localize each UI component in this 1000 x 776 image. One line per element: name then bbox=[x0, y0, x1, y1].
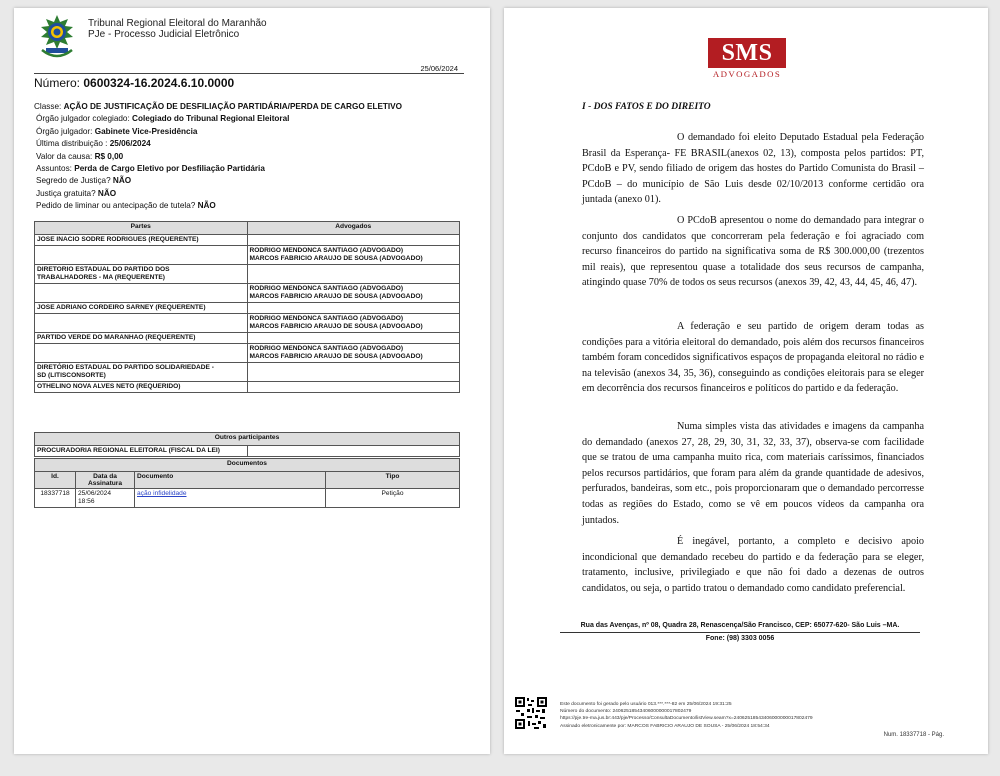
doc-id: 18337718 bbox=[35, 489, 76, 508]
party-cell bbox=[35, 344, 248, 363]
outros-header: Outros participantes bbox=[35, 433, 460, 446]
lawyer-cell bbox=[247, 235, 460, 246]
paragraph-text: O demandado foi eleito Deputado Estadual pela Federação Brasil da Esperança- FE BRASIL(anexos 02, 13), composta pelos partidos: PT, PCdoB e PV, sendo filiado de origem das hostes do Partido Comunista do Brasil – PCdoB – do município de São Luis desde 02/10/2013 conforme certidão ora juntada (anexo 01). bbox=[582, 132, 924, 206]
lawyer-name: MARCOS FABRICIO ARAUJO DE SOUSA (ADVOGADO) bbox=[249, 353, 423, 360]
field-label: Pedido de liminar ou antecipação de tutela? bbox=[36, 201, 198, 211]
doc-tipo: Petição bbox=[326, 489, 460, 508]
footer-line: Assinado eletronicamente por: MARCOS FABRICIO ARAUJO DE SOUSA - 25/06/2024 18:54:34 bbox=[560, 723, 770, 729]
paragraph-5 bbox=[582, 534, 924, 596]
field-value: Perda de Cargo Eletivo por Desfiliação Partidária bbox=[74, 164, 265, 174]
field-value: NÃO bbox=[112, 176, 132, 186]
paragraph-text: A federação e seu partido de origem deram todas as condições para a vitória eleitoral do demandado, pois além dos recursos financeiros também foram concedidos significativos espaços de propaganda eleitoral no rádio e na televisão (anexos 34, 35, 36), conseguindo as condições eleitorais para se eleger em decorrência dos recursos financeiros e políticos do partido e da federação. bbox=[582, 321, 924, 395]
lawyer-name: RODRIGO MENDONCA SANTIAGO (ADVOGADO) bbox=[249, 285, 404, 292]
party-name: JOSE ADRIANO CORDEIRO SARNEY (REQUERENTE) bbox=[35, 303, 248, 314]
pje-document-page bbox=[14, 8, 490, 754]
lawyer-cell bbox=[247, 382, 460, 393]
lawyer-name: RODRIGO MENDONCA SANTIAGO (ADVOGADO) bbox=[249, 315, 404, 322]
process-number bbox=[34, 76, 234, 90]
party-line: DIRETÓRIO ESTADUAL DO PARTIDO SOLIDARIEDADE - bbox=[37, 364, 214, 371]
party-line: DIRETORIO ESTADUAL DO PARTIDO DOS bbox=[37, 266, 170, 273]
col-data-line: Data da bbox=[93, 473, 117, 480]
lawyer-name: RODRIGO MENDONCA SANTIAGO (ADVOGADO) bbox=[249, 345, 404, 352]
field-value: NÃO bbox=[197, 201, 216, 211]
field-label: Justiça gratuita? bbox=[36, 188, 98, 198]
field-value: 25/06/2024 bbox=[109, 139, 151, 149]
electronic-signature-footer bbox=[560, 701, 813, 730]
field-label: Segredo de Justiça? bbox=[36, 176, 113, 186]
party-name: JOSE INACIO SODRE RODRIGUES (REQUERENTE) bbox=[35, 235, 248, 246]
field-justica-gratuita bbox=[34, 188, 402, 200]
lawyer-cell bbox=[247, 333, 460, 344]
lawyer-cell bbox=[247, 303, 460, 314]
paragraph-text: Numa simples vista das atividades e imagens da campanha do demandado (anexos 27, 28, 29, 30, 31, 32, 33, 37), observa-se com facilidade que se tratou de uma campanha muito rica, com materiais caríssimos, financiados pelos recursos partidários, que foram para além da grande quantidade de adesivos, perfurados, bandeiras, som etc., pois proporcionaram que o demandado percorresse todas as regiões do Estado, como se vê em poucos vídeos da campanha ora juntados. bbox=[582, 421, 924, 526]
process-number-label: Número: bbox=[34, 76, 84, 90]
paragraph-text: É inegável, portanto, a completo e decisivo apoio incondicional que demandado recebeu do partido e da federação para se eleger, tratamento, inclusive, privilegiado e que não foi dado a dezenas de outros candidatos, ou seja, o partido tratou o demandado como candidato preferencial. bbox=[582, 536, 924, 594]
document-date: 25/06/2024 bbox=[420, 64, 458, 73]
brazil-coat-of-arms-icon bbox=[38, 14, 76, 60]
advogados-header: Advogados bbox=[247, 222, 460, 235]
field-label: Assuntos: bbox=[36, 164, 75, 174]
document-link[interactable]: ação infidelidade bbox=[137, 490, 187, 497]
doc-link-cell bbox=[135, 489, 326, 508]
doc-date-line: 25/06/2024 bbox=[78, 490, 112, 497]
footer-line: Número do documento: 24062518543406000000017802479 bbox=[560, 709, 692, 715]
field-classe bbox=[34, 101, 402, 113]
paragraph-1 bbox=[582, 130, 924, 208]
phone-line: Fone: (98) 3303 0056 bbox=[705, 635, 775, 642]
field-label: Órgão julgador colegiado: bbox=[36, 114, 133, 124]
participant-cell bbox=[247, 446, 460, 457]
section-title: I - DOS FATOS E DO DIREITO bbox=[582, 102, 711, 112]
qr-code-icon bbox=[514, 696, 548, 730]
footer-line: https://pje.tre-ma.jus.br:443/pje/Processo/ConsultaDocumento/listView.seam?x=24062518543406000000017802479 bbox=[560, 716, 813, 722]
party-name: PARTIDO VERDE DO MARANHAO (REQUERENTE) bbox=[35, 333, 248, 344]
lawyer-cell bbox=[247, 246, 460, 265]
field-value: Gabinete Vice-Presidência bbox=[94, 126, 198, 136]
footer-line: Este documento foi gerado pelo usuário 013.***.***-82 em 25/06/2024 19:31:25 bbox=[560, 702, 732, 707]
field-value: R$ 0,00 bbox=[94, 151, 124, 161]
party-line: TRABALHADORES - MA (REQUERENTE) bbox=[37, 274, 165, 281]
address-line: Rua das Avenças, nº 08, Quadra 28, Renascença/São Francisco, CEP: 65077-620- São Luis –MA. bbox=[560, 620, 920, 633]
participant-name: PROCURADORIA REGIONAL ELEITORAL (FISCAL DA LEI) bbox=[35, 446, 248, 457]
field-orgao-julgador bbox=[34, 126, 402, 138]
partes-header: Partes bbox=[35, 222, 248, 235]
field-label: Valor da causa: bbox=[36, 151, 95, 161]
doc-time-line: 18:56 bbox=[78, 498, 95, 505]
col-id-header: Id. bbox=[35, 472, 76, 489]
lawyer-name: RODRIGO MENDONCA SANTIAGO (ADVOGADO) bbox=[249, 247, 404, 254]
field-assuntos bbox=[34, 163, 402, 175]
field-label: Última distribuição : bbox=[36, 139, 110, 149]
court-name: Tribunal Regional Eleitoral do Maranhão bbox=[88, 18, 267, 29]
party-name: OTHELINO NOVA ALVES NETO (REQUERIDO) bbox=[35, 382, 248, 393]
field-ultima-distribuicao bbox=[34, 138, 402, 150]
process-number-value: 0600324-16.2024.6.10.0000 bbox=[83, 76, 235, 90]
process-info bbox=[34, 101, 402, 213]
col-data-header bbox=[76, 472, 135, 489]
field-valor-causa bbox=[34, 151, 402, 163]
logo-subtitle: ADVOGADOS bbox=[712, 69, 782, 79]
col-data-line: Assinatura bbox=[87, 480, 123, 487]
logo-mark: SMS bbox=[708, 38, 786, 68]
field-orgao-colegiado bbox=[34, 113, 402, 125]
document-header bbox=[88, 18, 267, 40]
field-label: Órgão julgador: bbox=[36, 126, 95, 136]
col-tipo-header: Tipo bbox=[326, 472, 460, 489]
field-segredo-justica bbox=[34, 175, 402, 187]
party-line: SD (LITISCONSORTE) bbox=[37, 372, 106, 379]
outros-participantes-table bbox=[34, 432, 460, 457]
col-documento-header: Documento bbox=[135, 472, 326, 489]
party-cell bbox=[35, 246, 248, 265]
lawyer-name: MARCOS FABRICIO ARAUJO DE SOUSA (ADVOGADO) bbox=[249, 323, 423, 330]
system-name: PJe - Processo Judicial Eletrônico bbox=[88, 29, 240, 40]
documentos-header: Documentos bbox=[35, 459, 460, 472]
lawyer-cell bbox=[247, 314, 460, 333]
lawyer-cell bbox=[247, 284, 460, 303]
party-name bbox=[35, 363, 248, 382]
firm-address bbox=[560, 620, 920, 644]
party-cell bbox=[35, 314, 248, 333]
doc-date bbox=[76, 489, 135, 508]
header-divider bbox=[34, 73, 464, 74]
lawyer-name: MARCOS FABRICIO ARAUJO DE SOUSA (ADVOGADO) bbox=[249, 255, 423, 262]
field-value: Colegiado do Tribunal Regional Eleitoral bbox=[132, 114, 290, 124]
paragraph-3 bbox=[582, 319, 924, 397]
party-cell bbox=[35, 284, 248, 303]
lawyer-cell bbox=[247, 363, 460, 382]
petition-page bbox=[504, 8, 988, 754]
field-value: NÃO bbox=[97, 188, 117, 198]
field-value: AÇÃO DE JUSTIFICAÇÃO DE DESFILIAÇÃO PARTIDÁRIA/PERDA DE CARGO ELETIVO bbox=[63, 102, 403, 111]
paragraph-2 bbox=[582, 213, 924, 291]
lawyer-cell bbox=[247, 344, 460, 363]
partes-table bbox=[34, 221, 460, 393]
field-pedido-liminar bbox=[34, 200, 402, 212]
field-label: Classe: bbox=[34, 102, 64, 111]
lawyer-name: MARCOS FABRICIO ARAUJO DE SOUSA (ADVOGADO) bbox=[249, 293, 423, 300]
sms-advogados-logo bbox=[708, 38, 786, 79]
paragraph-4 bbox=[582, 419, 924, 528]
party-name bbox=[35, 265, 248, 284]
paragraph-text: O PCdoB apresentou o nome do demandado para integrar o conjunto dos candidatos que concorreram pela federação e foi agraciado com recurso financeiros do partido na significativa soma de R$ 300.000,00 (trezentos mil reais), que representou quase a totalidade dos seus recursos de campanha, atingindo quase 70% de todos os seus recursos (anexos 39, 42, 43, 44, 45, 46, 47). bbox=[582, 215, 924, 289]
page-number: Num. 18337718 - Pág. bbox=[883, 732, 944, 738]
documentos-table bbox=[34, 458, 460, 508]
lawyer-cell bbox=[247, 265, 460, 284]
